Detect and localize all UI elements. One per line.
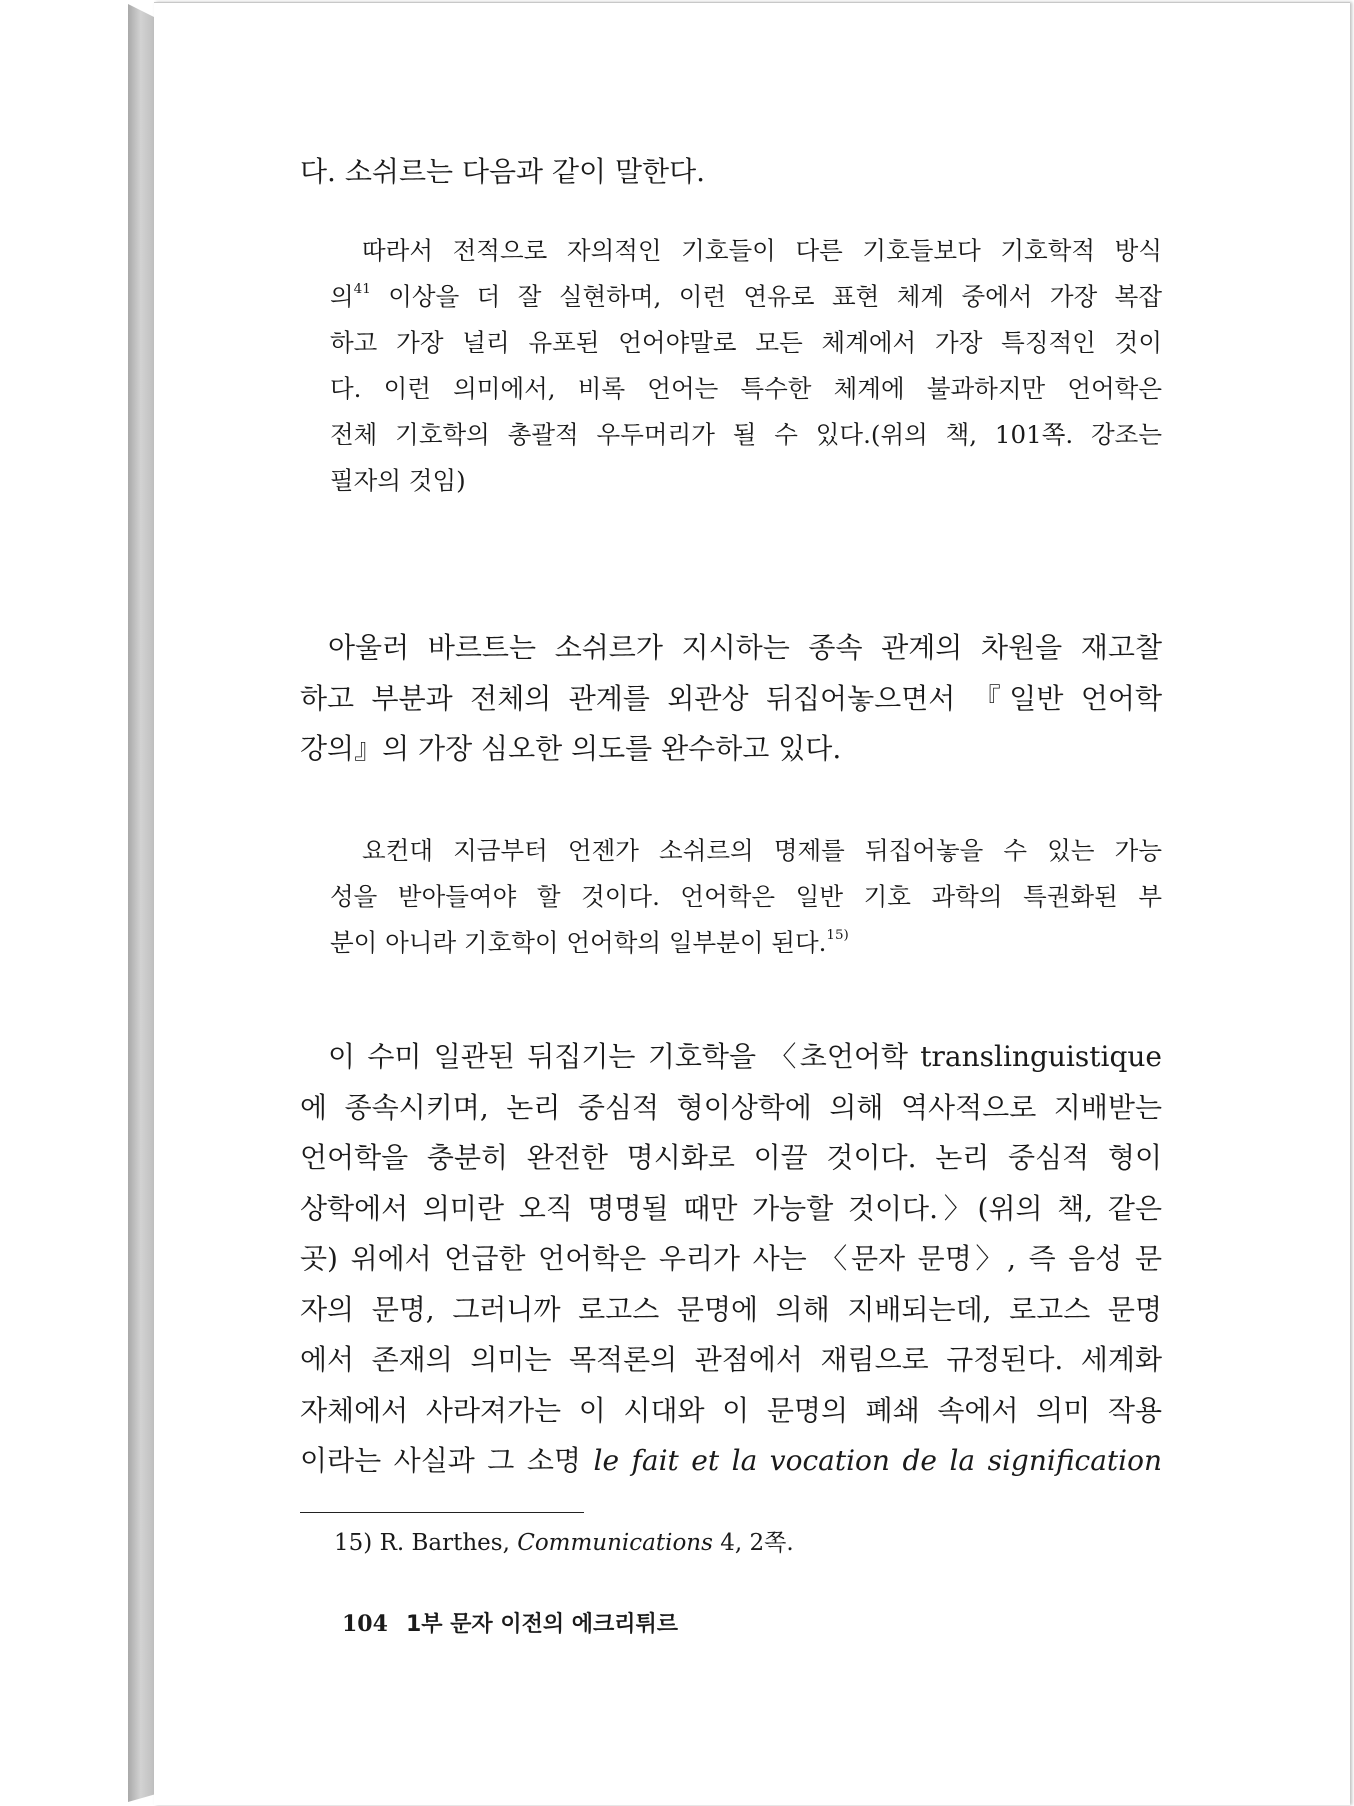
quote-line-text: 분이 아니라 기호학이 언어학의 일부분이 된다.: [330, 928, 827, 957]
block-quote-saussure: [330, 228, 1162, 504]
paragraph-inversion: [300, 1032, 1162, 1487]
french-italic-text: le fait et la vocation de la signification: [593, 1444, 1162, 1477]
book-page: [154, 2, 1350, 1805]
quote-line-with-note: [330, 920, 1162, 966]
quote-line: 따라서 전적으로 자의적인 기호들이 다른 기호들보다 기호학적 방식: [362, 236, 1162, 265]
footnote-rule: [300, 1512, 584, 1513]
paragraph-intro: [300, 147, 1162, 198]
footnote-rest: 4, 2쪽.: [720, 1530, 794, 1556]
text-line-mixed: [300, 1436, 1162, 1487]
quote-line-with-note: [330, 274, 1162, 320]
footnote-reference: 15): [826, 926, 849, 943]
page-number: 104: [342, 1611, 388, 1637]
quote-line: 성을 받아들여야 할 것이다. 언어학은 일반 기호 과학의 특권화된 부: [330, 882, 1162, 911]
text-line: 에서 존재의 의미는 목적론의 관점에서 재림으로 규정된다. 세계화: [300, 1343, 1162, 1376]
text-line: 이 수미 일관된 뒤집기는 기호학을 〈초언어학 translinguistique: [328, 1040, 1162, 1073]
text-line: 다. 소쉬르는 다음과 같이 말한다.: [300, 155, 706, 188]
running-head: 1부 문자 이전의 에크리튀르: [405, 1612, 678, 1637]
book-page-edge: [128, 4, 156, 1802]
quote-line: 필자의 것임): [330, 466, 466, 495]
quote-line-rest: 이상을 더 잘 실현하며, 이런 연유로 표현 체계 중에서 가장 복잡: [388, 282, 1162, 311]
text-line: 곳) 위에서 언급한 언어학은 우리가 사는 〈문자 문명〉, 즉 음성 문: [300, 1242, 1162, 1275]
text-line: 에 종속시키며, 논리 중심적 형이상학에 의해 역사적으로 지배받는: [300, 1090, 1162, 1124]
superscript-note: 41: [353, 280, 371, 297]
footnote-author: R. Barthes,: [379, 1530, 510, 1556]
text-line: 자의 문명, 그러니까 로고스 문명에 의해 지배되는데, 로고스 문명: [300, 1292, 1162, 1326]
quote-word: 의: [330, 282, 354, 311]
paragraph-barthes: [300, 623, 1162, 775]
quote-line: 요컨대 지금부터 언젠가 소쉬르의 명제를 뒤집어놓을 수 있는 가능: [362, 836, 1162, 865]
quote-line: 하고 가장 널리 유포된 언어야말로 모든 체계에서 가장 특징적인 것이: [330, 328, 1162, 357]
footnote-title: Communications: [517, 1530, 713, 1556]
korean-text: 이라는 사실과 그 소명: [300, 1444, 581, 1477]
text-line: 상학에서 의미란 오직 명명될 때만 가능할 것이다.〉(위의 책, 같은: [300, 1191, 1162, 1225]
text-line: 언어학을 충분히 완전한 명시화로 이끌 것이다. 논리 중심적 형이: [300, 1141, 1162, 1174]
text-line: 강의』의 가장 심오한 의도를 완수하고 있다.: [300, 732, 842, 765]
footnote-number: 15): [334, 1530, 373, 1556]
quote-line: 전체 기호학의 총괄적 우두머리가 될 수 있다.(위의 책, 101쪽. 강조는: [330, 420, 1162, 449]
page-footer: [342, 1607, 678, 1638]
text-line: 아울러 바르트는 소쉬르가 지시하는 종속 관계의 차원을 재고찰: [328, 631, 1162, 664]
block-quote-barthes: [330, 828, 1162, 966]
text-line: 자체에서 사라져가는 이 시대와 이 문명의 폐쇄 속에서 의미 작용: [300, 1393, 1162, 1427]
footnote-15: [334, 1523, 794, 1563]
text-line: 하고 부분과 전체의 관계를 외관상 뒤집어놓으면서 『일반 언어학: [300, 681, 1162, 715]
quote-line: 다. 이런 의미에서, 비록 언어는 특수한 체계에 불과하지만 언어학은: [330, 374, 1162, 403]
